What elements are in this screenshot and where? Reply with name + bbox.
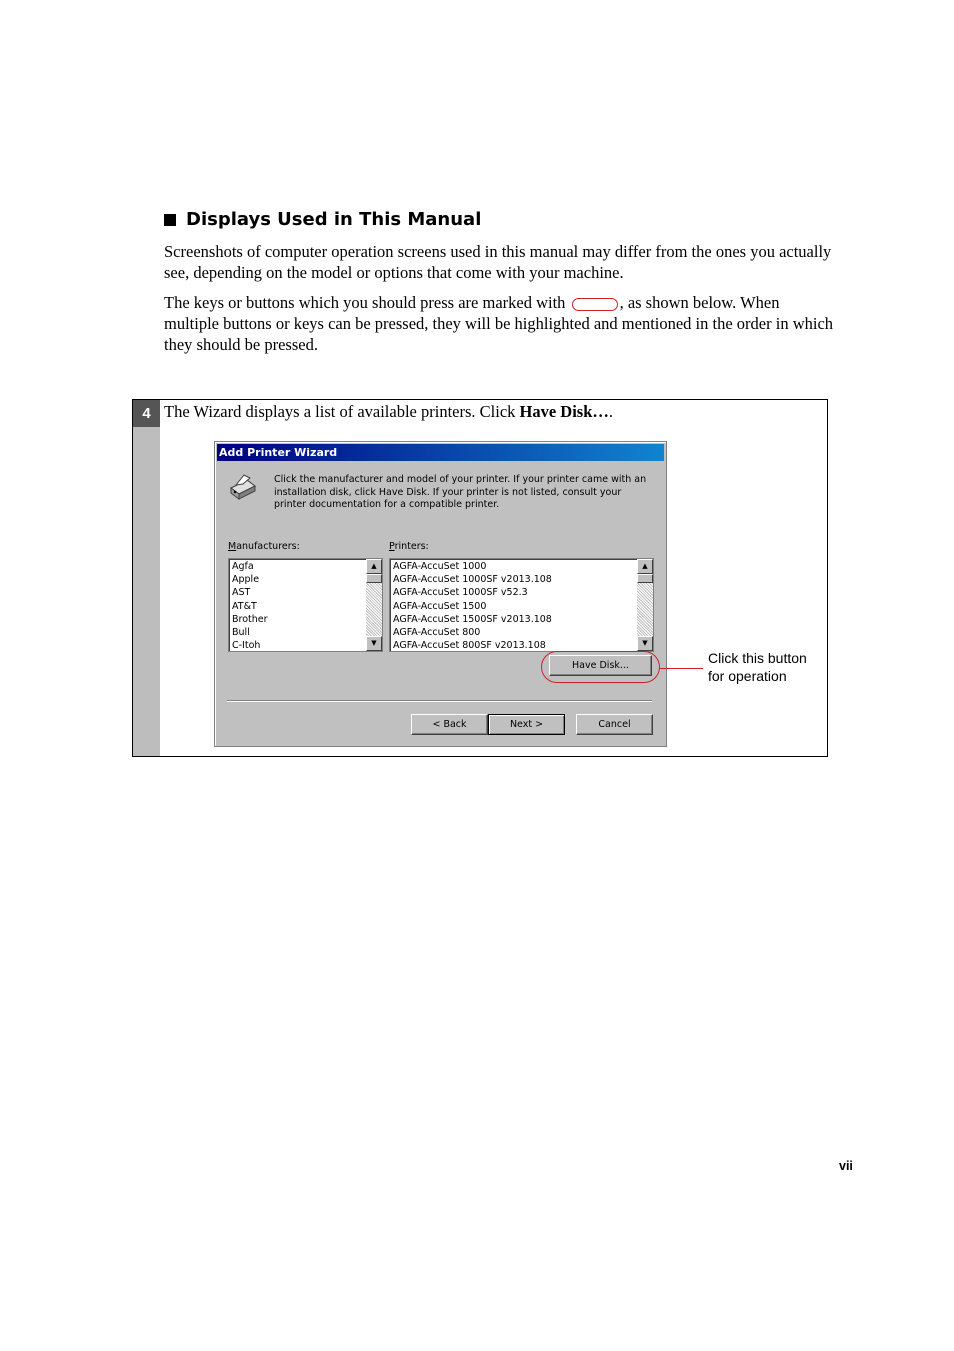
- back-button[interactable]: < Back: [411, 714, 488, 735]
- list-item-label: Agfa: [232, 561, 254, 572]
- paragraph-keys-end: , as shown below. When multiple buttons or keys can be pressed, they will be highlighted and mentioned in the order in which they should be pressed.: [164, 293, 834, 354]
- step-text-start: The Wizard displays a list of available printers. Click: [164, 402, 520, 421]
- list-item[interactable]: AGFA-AccuSet 800SF v2013.108: [393, 640, 546, 652]
- step-text-bold: Have Disk…: [519, 402, 609, 421]
- manufacturers-listbox[interactable]: [228, 558, 383, 652]
- list-item[interactable]: C-Itoh: [232, 640, 261, 652]
- dialog-separator: [227, 700, 652, 702]
- paragraph-keys: [164, 292, 834, 355]
- list-item[interactable]: [392, 560, 636, 573]
- scroll-up-arrow-icon[interactable]: ▲: [366, 559, 382, 574]
- callout-leader-line: [659, 668, 703, 669]
- scroll-up-arrow-icon[interactable]: ▲: [637, 559, 653, 574]
- list-item[interactable]: AGFA-AccuSet 1500: [393, 600, 487, 612]
- list-item[interactable]: Brother: [232, 613, 268, 625]
- cancel-button[interactable]: Cancel: [576, 714, 653, 735]
- printers-label: [389, 541, 429, 552]
- manufacturers-label: [228, 541, 300, 552]
- printers-listbox[interactable]: [389, 558, 654, 652]
- callout-line-2: for operation: [708, 668, 787, 684]
- dialog-title-bar[interactable]: Add Printer Wizard: [217, 444, 664, 461]
- manufacturers-label-accel: M: [228, 541, 237, 552]
- have-disk-button[interactable]: Have Disk...: [549, 655, 652, 676]
- printers-label-accel: P: [389, 541, 395, 552]
- section-heading-text: Displays Used in This Manual: [186, 209, 482, 230]
- list-item[interactable]: Apple: [232, 574, 260, 586]
- list-item-label: AGFA-AccuSet 1000: [393, 561, 487, 572]
- paragraph-keys-start: The keys or buttons which you should press are marked with: [164, 293, 566, 312]
- scroll-down-arrow-icon[interactable]: ▼: [637, 636, 653, 651]
- step-number: 4: [133, 400, 160, 427]
- scroll-down-arrow-icon[interactable]: ▼: [366, 636, 382, 651]
- next-button[interactable]: Next >: [488, 714, 565, 735]
- red-oval-mark-icon: [572, 298, 618, 311]
- list-item[interactable]: Bull: [232, 626, 250, 638]
- list-item[interactable]: [231, 560, 365, 573]
- callout-line-1: Click this button: [708, 650, 807, 666]
- step-sidebar: [133, 400, 160, 756]
- printer-icon: [227, 474, 257, 500]
- list-item[interactable]: AT&T: [232, 600, 257, 612]
- highlight-oval: [541, 651, 660, 683]
- printers-scrollbar[interactable]: [637, 559, 653, 651]
- list-item[interactable]: AGFA-AccuSet 1500SF v2013.108: [393, 613, 552, 625]
- paragraph-screenshots: Screenshots of computer operation screens used in this manual may differ from the ones you actually see, depending on the model or options that come with your machine.: [164, 242, 832, 282]
- manufacturers-label-text: anufacturers:: [236, 541, 300, 552]
- add-printer-wizard-dialog: [214, 441, 667, 747]
- step-text-end: .: [608, 402, 614, 421]
- manufacturers-scrollbar[interactable]: [366, 559, 382, 651]
- scroll-thumb[interactable]: [637, 574, 653, 583]
- square-bullet-icon: [164, 214, 176, 226]
- list-item[interactable]: AGFA-AccuSet 800: [393, 626, 481, 638]
- list-item[interactable]: AGFA-AccuSet 1000SF v2013.108: [393, 574, 552, 586]
- scroll-thumb[interactable]: [366, 574, 382, 583]
- list-item[interactable]: AST: [232, 587, 251, 599]
- step-instruction: [164, 402, 613, 422]
- dialog-instruction: Click the manufacturer and model of your printer. If your printer came with an installation disk, click Have Disk. If your printer is not listed, consult your printer documentation for a compatible printer.: [274, 474, 647, 510]
- page-number: vii: [839, 1159, 853, 1173]
- section-heading: [164, 209, 481, 230]
- list-item[interactable]: AGFA-AccuSet 1000SF v52.3: [393, 587, 528, 599]
- callout-text: [708, 649, 807, 685]
- printers-label-text: rinters:: [394, 541, 429, 552]
